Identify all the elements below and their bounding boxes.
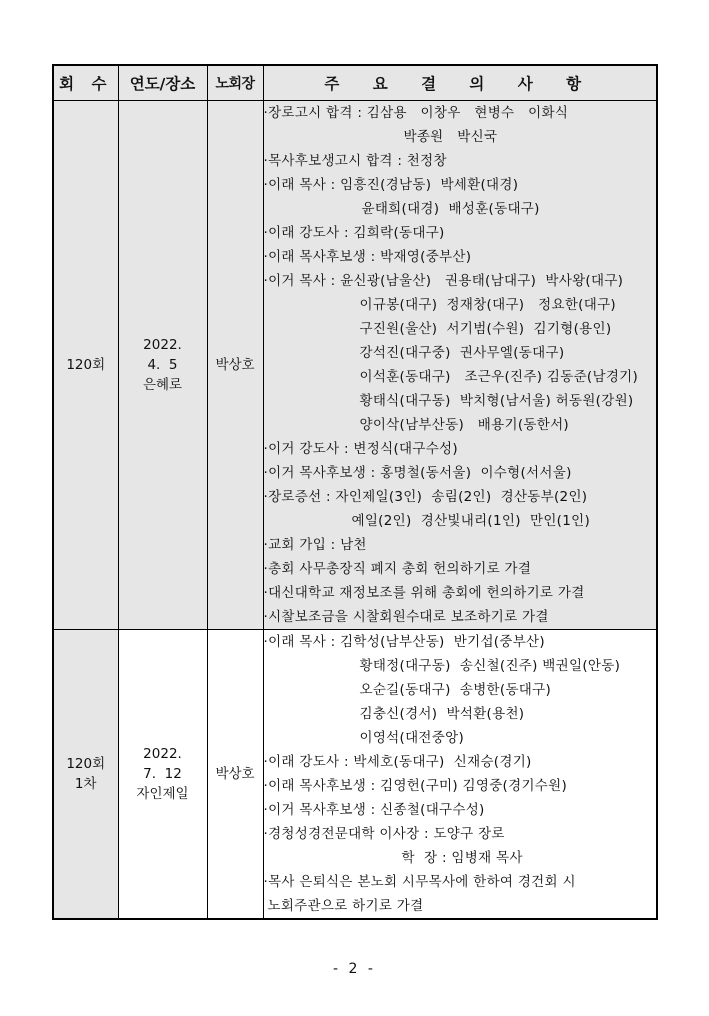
resolution-line — [264, 533, 657, 557]
resolution-text: ·이거 강도사 : 변정식(대구수성) — [263, 441, 458, 457]
resolution-text: ·이거 목사후보생 : 신종철(대구수성) — [263, 802, 485, 818]
resolution-line — [264, 557, 657, 581]
resolution-line — [264, 365, 657, 389]
resolution-text: 이규봉(대구) 정재창(대구) 정요한(대구) — [359, 297, 616, 313]
resolution-line — [264, 341, 657, 365]
resolution-text: ·이래 강도사 : 박세호(동대구) 신재승(경기) — [263, 754, 532, 770]
resolution-line — [264, 461, 657, 485]
place-text: 자인제일 — [136, 786, 189, 802]
resolution-line — [264, 221, 657, 245]
resolution-line — [264, 101, 657, 125]
resolution-text: 황태정(대구동) 송신철(진주) 백권일(안동) — [359, 658, 621, 674]
resolution-text: ·시찰보조금을 시찰회원수대로 보조하기로 가결 — [263, 609, 549, 625]
resolution-text: ·목사 은퇴식은 본노회 시무목사에 한하여 경건회 시 — [263, 874, 576, 890]
resolution-line — [264, 581, 657, 605]
table-header — [53, 65, 657, 101]
resolution-text: ·대신대학교 재정보조를 위해 총회에 헌의하기로 가결 — [263, 585, 585, 601]
resolution-text: ·이래 목사후보생 : 김영헌(구미) 김영중(경기수원) — [263, 778, 568, 794]
resolution-line — [264, 678, 657, 702]
date-text: 2022. — [143, 337, 182, 353]
resolution-line — [264, 197, 657, 221]
place-text: 은혜로 — [142, 377, 183, 393]
resolution-line — [264, 173, 657, 197]
moderator-name: 박상호 — [215, 357, 255, 373]
table-body — [53, 101, 657, 920]
resolution-text: 김충신(경서) 박석환(용천) — [359, 706, 525, 722]
table-row — [53, 630, 657, 920]
resolution-text: 황태식(대구동) 박치형(남서울) 허동원(강원) — [359, 393, 634, 409]
resolution-line — [264, 702, 657, 726]
resolution-text: ·이래 강도사 : 김희락(동대구) — [263, 225, 445, 241]
date-text: 2022. — [143, 746, 182, 762]
date-text: 7. 12 — [143, 766, 182, 782]
resolution-line — [264, 630, 657, 654]
round-cell — [53, 101, 118, 630]
resolution-line — [264, 485, 657, 509]
resolution-line — [264, 437, 657, 461]
resolution-line — [264, 317, 657, 341]
header-moderator: 노회장 — [207, 65, 263, 101]
round-cell — [53, 630, 118, 920]
resolution-text: ·이거 목사 : 윤신광(남울산) 권용태(남대구) 박사왕(대구) — [263, 273, 624, 289]
resolution-text: ·목사후보생고시 합격 : 천정창 — [263, 153, 447, 169]
resolution-line — [264, 870, 657, 894]
resolution-line — [264, 509, 657, 533]
resolutions-cell — [263, 630, 657, 920]
resolution-text: 강석진(대구중) 권사무엘(동대구) — [359, 345, 565, 361]
resolution-text: 양이삭(남부산동) 배용기(동한서) — [359, 417, 569, 433]
date-place-cell — [118, 630, 207, 920]
resolution-line — [264, 269, 657, 293]
date-text: 4. 5 — [147, 357, 178, 373]
resolution-text: ·이거 목사후보생 : 홍명철(동서울) 이수형(서서울) — [263, 465, 572, 481]
round-text: 1차 — [74, 776, 97, 792]
resolution-text: 이석훈(동대구) 조근우(진주) 김동준(남경기) — [359, 369, 639, 385]
resolution-line — [264, 750, 657, 774]
resolution-text: ·이래 목사후보생 : 박재영(중부산) — [263, 249, 472, 265]
round-text: 120회 — [66, 357, 106, 373]
presbytery-minutes-table — [52, 64, 658, 920]
resolution-line — [264, 125, 657, 149]
resolutions-cell — [263, 101, 657, 630]
resolution-text: ·총회 사무총장직 폐지 총회 헌의하기로 가결 — [263, 561, 532, 577]
resolution-line — [264, 149, 657, 173]
resolution-text: 예일(2인) 경산빛내리(1인) 만인(1인) — [351, 513, 591, 529]
resolution-text: ·경청성경전문대학 이사장 : 도양구 장로 — [263, 826, 505, 842]
resolution-line — [264, 894, 657, 918]
resolution-text: ·이래 목사 : 김학성(남부산동) 반기섭(중부산) — [263, 634, 545, 650]
moderator-cell — [207, 630, 263, 920]
resolution-text: 학 장 : 임병재 목사 — [401, 850, 523, 866]
resolution-text: ·교회 가입 : 남천 — [263, 537, 367, 553]
resolution-line — [264, 798, 657, 822]
resolution-text: 노회주관으로 하기로 가결 — [267, 898, 424, 914]
resolution-line — [264, 654, 657, 678]
resolution-line — [264, 413, 657, 437]
resolution-line — [264, 822, 657, 846]
resolution-text: 이영석(대전중앙) — [359, 730, 465, 746]
resolution-line — [264, 245, 657, 269]
resolution-line — [264, 605, 657, 629]
header-main-resolutions: 주 요 결 의 사 항 — [263, 65, 657, 101]
table-row — [53, 101, 657, 630]
resolution-text: ·장로증선 : 자인제일(3인) 송림(2인) 경산동부(2인) — [263, 489, 588, 505]
resolution-text: 오순길(동대구) 송병한(동대구) — [359, 682, 552, 698]
resolution-line — [264, 293, 657, 317]
resolution-line — [264, 846, 657, 870]
resolution-text: ·이래 목사 : 임흥진(경남동) 박세환(대경) — [263, 177, 519, 193]
resolution-text: 구진원(울산) 서기범(수원) 김기형(용인) — [359, 321, 612, 337]
resolution-text: 윤태희(대경) 배성훈(동대구) — [361, 201, 540, 217]
moderator-name: 박상호 — [215, 766, 255, 782]
header-date-place: 연도/장소 — [118, 65, 207, 101]
header-round: 회 수 — [53, 65, 118, 101]
resolution-text: 박종원 박신국 — [403, 129, 498, 145]
resolution-line — [264, 389, 657, 413]
resolution-text: ·장로고시 합격 : 김삼용 이창우 현병수 이화식 — [263, 105, 569, 121]
page-number: - 2 - — [333, 961, 376, 977]
round-text: 120회 — [66, 756, 106, 772]
resolution-line — [264, 726, 657, 750]
resolution-line — [264, 774, 657, 798]
date-place-cell — [118, 101, 207, 630]
moderator-cell — [207, 101, 263, 630]
